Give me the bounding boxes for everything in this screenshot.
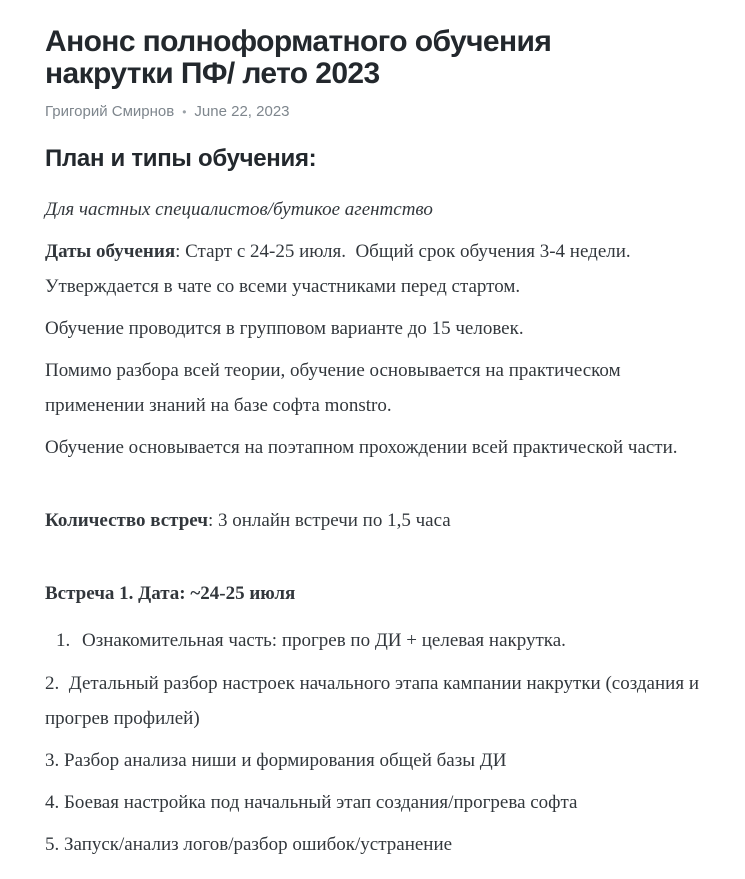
byline-separator-dot: • — [182, 104, 187, 119]
dates-text: : Старт с 24-25 июля. Общий срок обучения 3-4 недели. Утверждается в чате со всеми участниками перед стартом. — [45, 241, 631, 297]
agenda-item-3: 3. Разбор анализа ниши и формирования общей базы ДИ — [45, 750, 507, 771]
author-name: Григорий Смирнов — [45, 103, 175, 120]
post-title-line-2: накрутки ПФ/ лето 2023 — [45, 57, 380, 90]
agenda-item-1: 1. Ознакомительная часть: прогрев по ДИ + целевая накрутка. — [75, 623, 700, 658]
publish-date: June 22, 2023 — [194, 103, 290, 120]
agenda-item-4: 4. Боевая настройка под начальный этап создания/прогрева софта — [45, 792, 578, 813]
stepwise-paragraph: Обучение основывается на поэтапном прохождении всей практической части. — [45, 437, 678, 458]
agenda-item-5: 5. Запуск/анализ логов/разбор ошибок/устранение — [45, 834, 453, 855]
meeting1-heading: Встреча 1. Дата: ~24-25 июля — [45, 583, 296, 604]
meetings-count-paragraph — [45, 503, 700, 538]
dates-paragraph — [45, 234, 700, 304]
post-title — [45, 26, 700, 90]
group-format-paragraph: Обучение проводится в групповом варианте до 15 человек. — [45, 318, 524, 339]
post-title-line-1: Анонс полноформатного обучения — [45, 25, 552, 58]
byline — [45, 103, 700, 120]
audience-paragraph: Для частных специалистов/бутикое агентство — [45, 199, 433, 220]
section-heading: План и типы обучения: — [45, 145, 317, 172]
agenda-item-2: 2. Детальный разбор настроек начального этапа кампании накрутки (создания и прогрев профилей) — [45, 673, 699, 729]
meetings-count-text: : 3 онлайн встречи по 1,5 часа — [207, 510, 451, 531]
meeting1-agenda-list — [45, 623, 700, 658]
practice-base-paragraph: Помимо разбора всей теории, обучение основывается на практическом применении знаний на базе софта monstro. — [45, 360, 621, 416]
dates-label: Даты обучения — [45, 241, 176, 262]
article-body — [45, 192, 700, 862]
meetings-count-label: Количество встреч — [45, 510, 208, 531]
